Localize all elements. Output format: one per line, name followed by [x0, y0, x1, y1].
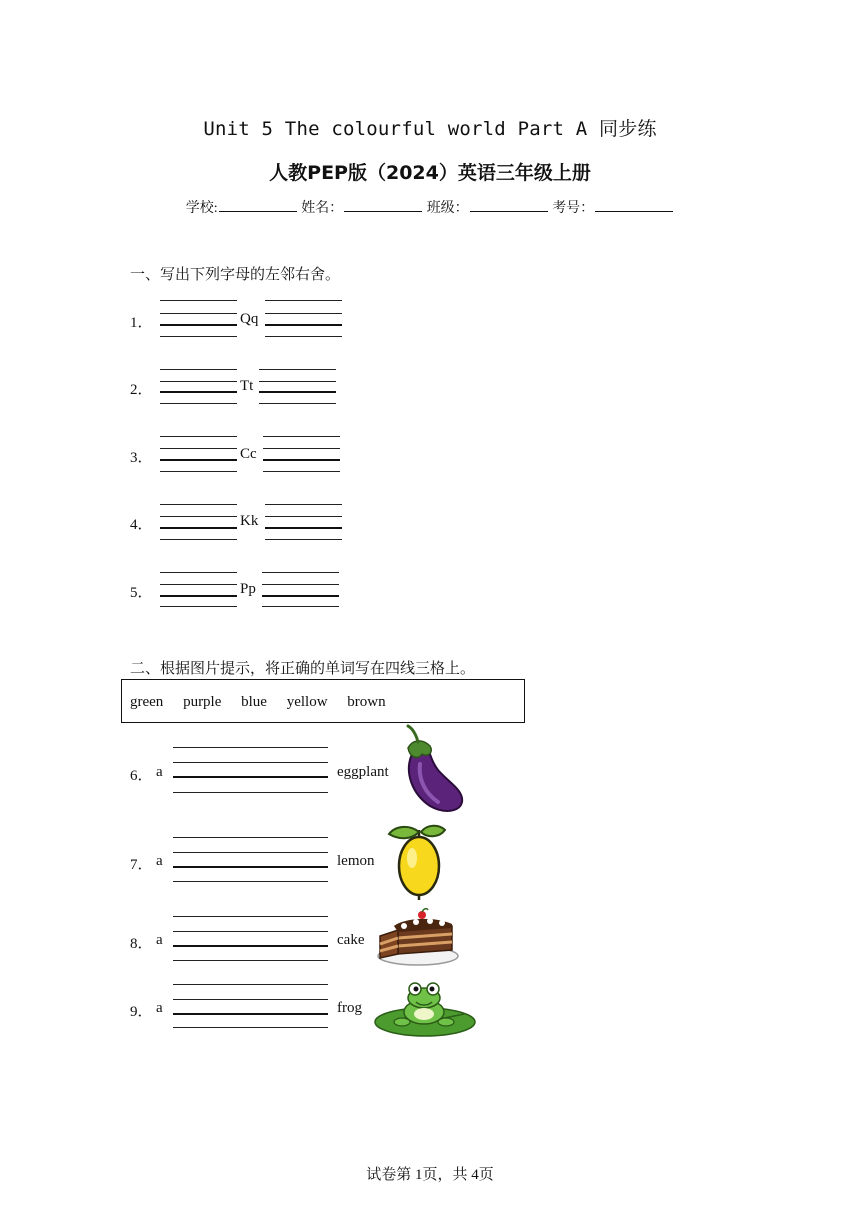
article: a — [156, 932, 163, 948]
word-bank-word: brown — [347, 694, 386, 710]
page-number: 试卷第 1页，共 4页 — [366, 1167, 494, 1183]
item-number: 7． — [130, 857, 153, 873]
article: a — [156, 1000, 163, 1016]
left-neighbor-writing-line[interactable] — [160, 391, 237, 393]
right-neighbor-writing-line[interactable] — [259, 391, 336, 393]
item-number: 6． — [130, 768, 153, 784]
section1-heading: 一、写出下列字母的左邻右舍。 — [130, 267, 341, 283]
word-bank-word: yellow — [286, 694, 328, 710]
left-neighbor-writing-line[interactable] — [160, 527, 237, 529]
cake-icon — [374, 908, 460, 968]
word-bank-word: green — [130, 694, 164, 710]
worksheet-title: Unit 5 The colourful world Part A 同步练 — [203, 118, 657, 140]
worksheet-subtitle: 人教PEP版（2024）英语三年级上册 — [269, 162, 591, 184]
class-field[interactable] — [470, 198, 548, 212]
school-field[interactable] — [219, 198, 297, 212]
noun: lemon — [337, 853, 375, 869]
right-neighbor-writing-line[interactable] — [262, 595, 339, 597]
four-line-writing-area[interactable] — [173, 945, 328, 947]
frog-icon — [372, 978, 478, 1038]
letter-pair: Pp — [240, 581, 256, 597]
left-neighbor-writing-line[interactable] — [160, 459, 237, 461]
noun: cake — [337, 932, 365, 948]
name-label: 姓名： — [301, 201, 344, 216]
letter-pair: Cc — [240, 446, 257, 462]
article: a — [156, 853, 163, 869]
name-field[interactable] — [344, 198, 422, 212]
item-number: 4． — [130, 517, 153, 533]
article: a — [156, 764, 163, 780]
exam-number-field[interactable] — [595, 198, 673, 212]
item-number: 1． — [130, 315, 153, 331]
four-line-writing-area[interactable] — [173, 776, 328, 778]
item-number: 9． — [130, 1004, 153, 1020]
item-number: 2． — [130, 382, 153, 398]
letter-pair: Tt — [240, 378, 254, 394]
student-info-line — [0, 197, 860, 217]
word-bank — [121, 679, 525, 723]
right-neighbor-writing-line[interactable] — [263, 459, 340, 461]
lemon-icon — [385, 822, 451, 900]
item-number: 5． — [130, 585, 153, 601]
eggplant-icon — [398, 724, 468, 816]
exam-number-label: 考号： — [552, 201, 595, 216]
letter-pair: Qq — [240, 311, 259, 327]
left-neighbor-writing-line[interactable] — [160, 595, 237, 597]
letter-pair: Kk — [240, 513, 259, 529]
right-neighbor-writing-line[interactable] — [265, 324, 342, 326]
left-neighbor-writing-line[interactable] — [160, 324, 237, 326]
word-bank-word: purple — [183, 694, 222, 710]
noun: eggplant — [337, 764, 389, 780]
right-neighbor-writing-line[interactable] — [265, 527, 342, 529]
class-label: 班级： — [426, 201, 469, 216]
item-number: 3． — [130, 450, 153, 466]
noun: frog — [337, 1000, 362, 1016]
four-line-writing-area[interactable] — [173, 1013, 328, 1015]
school-label: 学校: — [185, 201, 218, 216]
four-line-writing-area[interactable] — [173, 866, 328, 868]
section2-heading: 二、根据图片提示，将正确的单词写在四线三格上。 — [130, 661, 476, 677]
word-bank-word: blue — [241, 694, 267, 710]
item-number: 8． — [130, 936, 153, 952]
